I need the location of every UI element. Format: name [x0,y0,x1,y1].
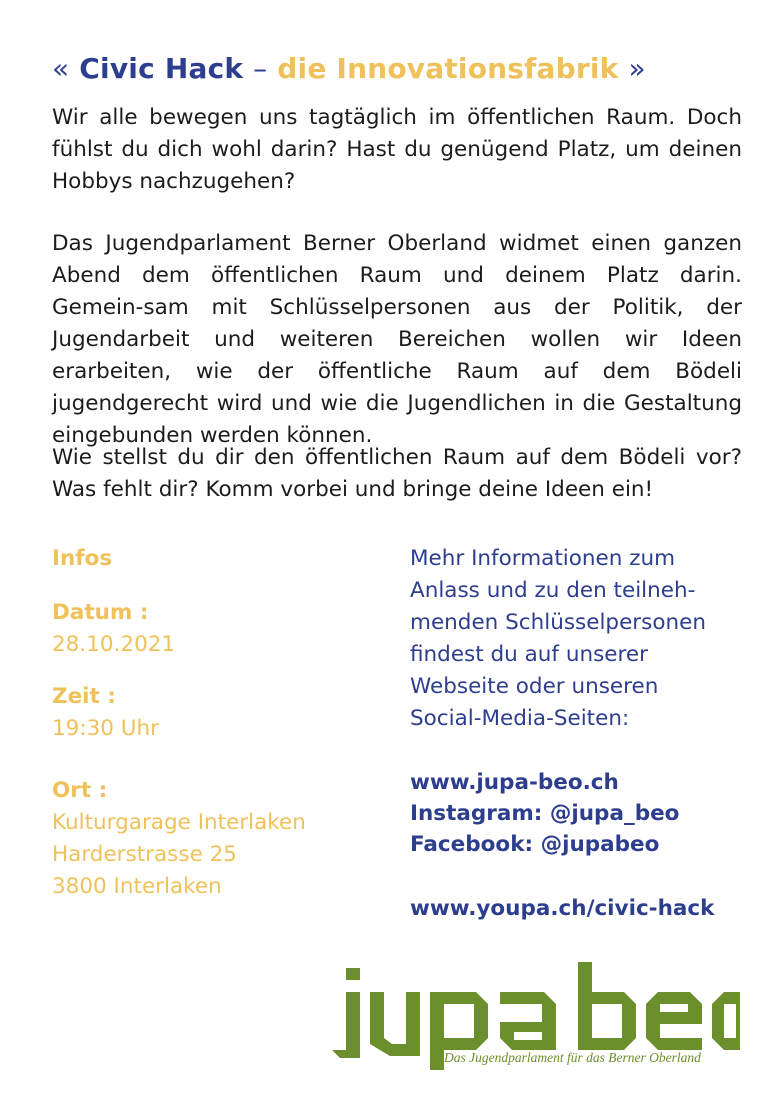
zeit-block [52,681,159,745]
ort-label: Ort : [52,778,108,803]
ort-block [52,775,306,903]
description-paragraph: Das Jugendparlament Berner Oberland widmet einen ganzen Abend dem öffentlichen Raum und deinem Platz darin. Gemein-sam mit Schlüsselpersonen aus der Politik, der Jugendarbeit und weiteren Bereichen wollen wir Ideen erarbeiten, wie der öffentliche Raum auf dem Bödeli jugendgerecht wird und wie die Jugendlichen in die Gestaltung eingebunden werden können. [52,231,742,448]
zeit-value: 19:30 Uhr [52,716,159,741]
more-info-column [410,543,750,921]
infos-heading: Infos [52,546,113,571]
datum-label: Datum : [52,600,149,625]
datum-block [52,597,175,661]
website-link[interactable]: www.jupa-beo.ch [410,770,619,795]
social-links [410,767,679,860]
datum-value: 28.10.2021 [52,632,176,657]
ort-venue: Kulturgarage Interlaken [52,810,306,835]
more-info-line: Mehr Informationen zum [410,546,676,571]
title-innovationsfabrik: die Innovationsfabrik [277,52,619,85]
more-info-line: findest du auf unserer [410,642,648,667]
facebook-link[interactable]: Facebook: @jupabeo [410,832,660,857]
page-title [52,52,646,85]
ort-street: Harderstrasse 25 [52,842,237,867]
title-dash: – [253,52,268,85]
logo-tagline: Das Jugendparlament für das Berner Oberland [444,1050,701,1065]
title-civic-hack: Civic Hack [79,52,244,85]
more-info-line: Social-Media-Seiten: [410,706,630,731]
more-info-line: menden Schlüsselpersonen [410,610,706,635]
call-to-action-paragraph: Wie stellst du dir den öffentlichen Raum auf dem Bödeli vor? Was fehlt dir? Komm vorbei und bringe deine Ideen ein! [52,445,742,502]
event-link[interactable]: www.youpa.ch/civic-hack [410,896,715,921]
quote-open: « [52,52,70,85]
more-info-line: Webseite oder unseren [410,674,659,699]
more-info-line: Anlass und zu den teilneh- [410,578,696,603]
intro-paragraph: Wir alle bewegen uns tagtäglich im öffentlichen Raum. Doch fühlst du dich wohl darin? Hast du genügend Platz, um deinen Hobbys nachzugehen? [52,105,742,194]
ort-city: 3800 Interlaken [52,874,222,899]
instagram-link[interactable]: Instagram: @jupa_beo [410,801,680,826]
quote-close: » [628,52,646,85]
zeit-label: Zeit : [52,684,116,709]
